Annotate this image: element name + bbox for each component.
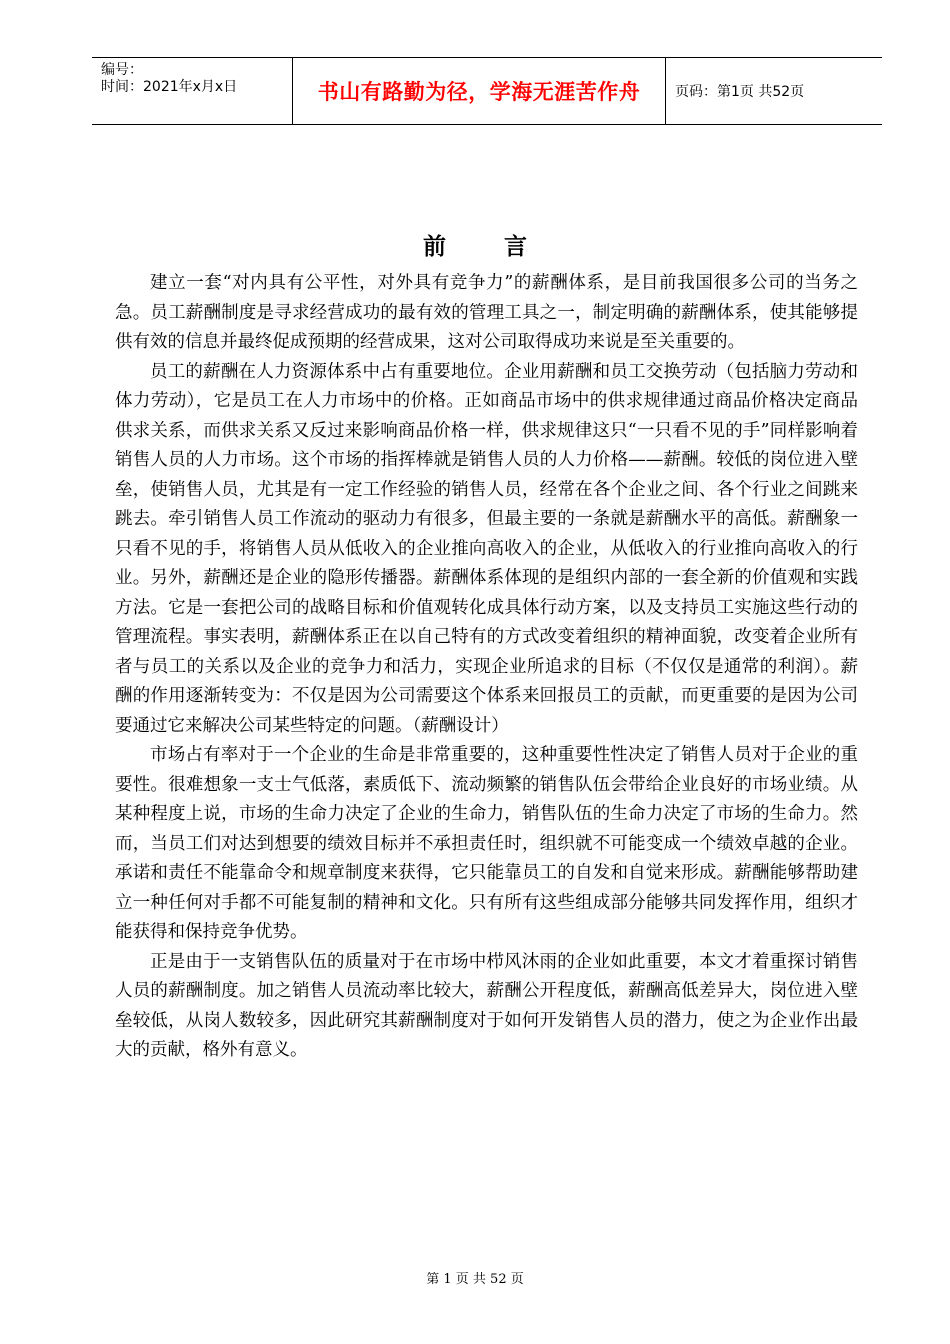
header-table <box>92 57 882 125</box>
document-number-label: 编号： <box>101 62 143 78</box>
paragraph-3: 市场占有率对于一个企业的生命是非常重要的，这种重要性性决定了销售人员对于企业的重要性。很难想象一支士气低落，素质低下、流动频繁的销售队伍会带给企业良好的市场业绩。从某种程度上说，市场的生命力决定了企业的生命力，销售队伍的生命力决定了市场的生命力。然而，当员工们对达到想要的绩效目标并不承担责任时，组织就不可能变成一个绩效卓越的企业。承诺和责任不能靠命令和规章制度来获得，它只能靠员工的自发和自觉来形成。薪酬能够帮助建立一种任何对手都不可能复制的精神和文化。只有所有这些组成部分能够共同发挥作用，组织才能获得和保持竞争优势。 <box>115 745 858 942</box>
document-date-label: 时间：2021年x月x日 <box>101 79 238 95</box>
paragraph-4: 正是由于一支销售队伍的质量对于在市场中栉风沐雨的企业如此重要，本文才着重探讨销售人员的薪酬制度。加之销售人员流动率比较大，薪酬公开程度低，薪酬高低差异大，岗位进入壁垒较低，从岗人数较多，因此研究其薪酬制度对于如何开发销售人员的潜力，使之为企业作出最大的贡献，格外有意义。 <box>115 951 858 1060</box>
header-page-info: 页码：第1页 共52页 <box>675 84 805 100</box>
header-slogan: 书山有路勤为径，学海无涯苦作舟 <box>293 58 666 124</box>
paragraph-1: 建立一套“对内具有公平性，对外具有竞争力”的薪酬体系，是目前我国很多公司的当务之急。员工薪酬制度是寻求经营成功的最有效的管理工具之一，制定明确的薪酬体系，使其能够提供有效的信息并最终促成预期的经营成果，这对公司取得成功来说是至关重要的。 <box>115 273 858 352</box>
paragraph-2: 员工的薪酬在人力资源体系中占有重要地位。企业用薪酬和员工交换劳动（包括脑力劳动和体力劳动），它是员工在人力市场中的价格。正如商品市场中的供求规律通过商品价格决定商品供求关系，而供求关系又反过来影响商品价格一样，供求规律这只“一只看不见的手”同样影响着销售人员的人力市场。这个市场的指挥棒就是销售人员的人力价格——薪酬。较低的岗位进入壁垒，使销售人员，尤其是有一定工作经验的销售人员，经常在各个企业之间、各个行业之间跳来跳去。牵引销售人员工作流动的驱动力有很多，但最主要的一条就是薪酬水平的高低。薪酬象一只看不见的手，将销售人员从低收入的企业推向高收入的企业，从低收入的行业推向高收入的行业。另外，薪酬还是企业的隐形传播器。薪酬体系体现的是组织内部的一套全新的价值观和实践方法。它是一套把公司的战略目标和价值观转化成具体行动方案，以及支持员工实施这些行动的管理流程。事实表明，薪酬体系正在以自己特有的方式改变着组织的精神面貌，改变着企业所有者与员工的关系以及企业的竞争力和活力，实现企业所追求的目标（不仅仅是通常的利润）。薪酬的作用逐渐转变为：不仅是因为公司需要这个体系来回报员工的贡献，而更重要的是因为公司要通过它来解决公司某些特定的问题。（薪酬设计） <box>115 361 858 736</box>
document-body <box>115 269 858 1066</box>
page-footer: 第 1 页 共 52 页 <box>426 1272 524 1287</box>
header-meta-cell <box>92 58 293 124</box>
page-title: 前言 <box>423 233 585 260</box>
